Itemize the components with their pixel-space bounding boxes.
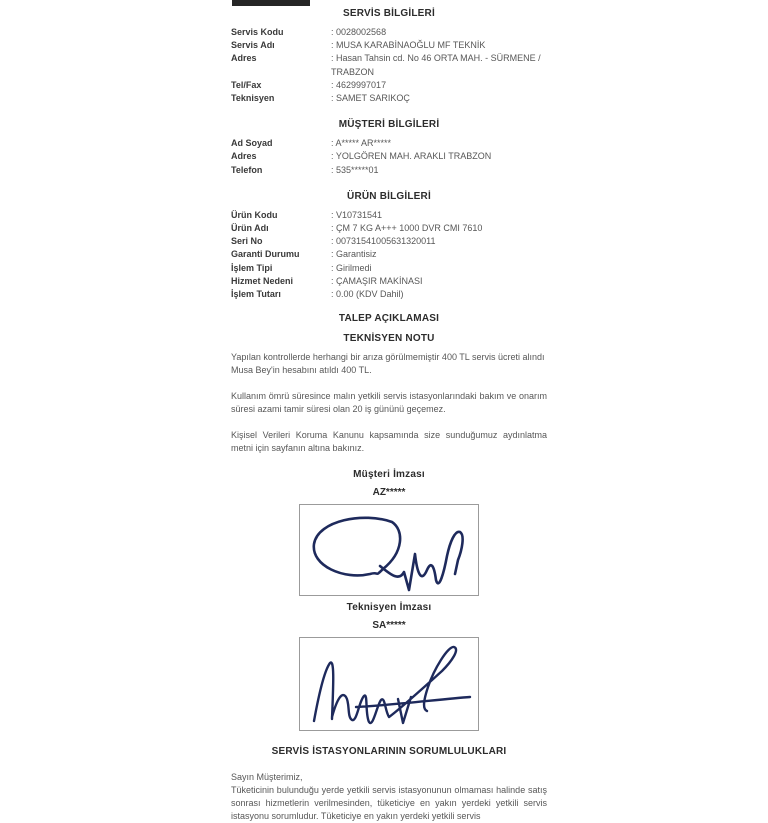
field-value: : V10731541	[331, 209, 382, 222]
terms-paragraph-2: Kişisel Verileri Koruma Kanunu kapsamında size sunduğumuz aydınlatma metni için sayfanın altına bakınız.	[231, 430, 547, 454]
info-row	[231, 52, 547, 78]
info-row	[231, 288, 547, 301]
technician-signature-title: Teknisyen İmzası	[346, 602, 432, 614]
field-label: Ad Soyad	[231, 138, 273, 149]
field-label: Teknisyen	[231, 93, 275, 104]
customer-signature-title: Müşteri İmzası	[353, 469, 425, 481]
field-value: : 0.00 (KDV Dahil)	[331, 288, 404, 301]
info-row	[231, 26, 547, 39]
field-value: : 4629997017	[331, 79, 386, 92]
field-value: : 0028002568	[331, 26, 386, 39]
field-label: Tel/Fax	[231, 79, 262, 90]
info-row	[231, 79, 547, 92]
field-value: : Girilmedi	[331, 262, 372, 275]
section-title-teknisyen-notu: TEKNİSYEN NOTU	[343, 333, 435, 345]
field-label: Ürün Adı	[231, 223, 269, 234]
info-row	[231, 92, 547, 105]
field-label: Hizmet Nedeni	[231, 275, 294, 286]
terms-paragraph-1: Kullanım ömrü süresince malın yetkili servis istasyonlarındaki bakım ve onarım süresi azami tamir süresi olan 20 iş gününü geçemez.	[231, 391, 547, 415]
customer-signature-box	[299, 504, 479, 596]
info-row	[231, 150, 547, 163]
section-title-servis: SERVİS BİLGİLERİ	[343, 8, 435, 19]
customer-signature-ink	[304, 508, 474, 592]
field-label: Servis Adı	[231, 40, 275, 51]
musteri-rows	[231, 137, 547, 177]
field-value: : MUSA KARABİNAOĞLU MF TEKNİK	[331, 39, 485, 52]
info-row	[231, 235, 547, 248]
urun-rows	[231, 209, 547, 301]
section-title-musteri: MÜŞTERİ BİLGİLERİ	[338, 119, 440, 131]
field-value: : SAMET SARIKOÇ	[331, 92, 410, 105]
footer-title: SERVİS İSTASYONLARININ SORUMLULUKLARI	[271, 746, 507, 758]
info-row	[231, 262, 547, 275]
field-label: İşlem Tipi	[231, 262, 273, 273]
field-label: İşlem Tutarı	[231, 289, 281, 300]
info-row	[231, 39, 547, 52]
field-value: : 00731541005631320011	[331, 235, 435, 248]
field-label: Ürün Kodu	[231, 209, 278, 220]
field-value: : ÇM 7 KG A+++ 1000 DVR CMI 7610	[331, 222, 482, 235]
footer-greeting: Sayın Müşterimiz,	[231, 772, 303, 783]
customer-signature-name: AZ*****	[372, 487, 406, 499]
field-value: : YOLGÖREN MAH. ARAKLI TRABZON	[331, 150, 491, 163]
info-row	[231, 137, 547, 150]
footer-paragraph: Tüketicinin bulunduğu yerde yetkili servis istasyonunun olmaması halinde satış sonrası hizmetlerin verilmesinden, tüketiciye en yakın yerdeki yetkili servis istasyonu sorumludur. Tüketiciye en yakın yerdeki yetkili servis	[231, 785, 547, 822]
field-value: : A***** AR*****	[331, 137, 391, 150]
report-content	[231, 6, 547, 823]
field-label: Seri No	[231, 236, 263, 247]
info-row	[231, 248, 547, 261]
field-value: : Hasan Tahsin cd. No 46 ORTA MAH. - SÜRMENE / TRABZON	[331, 52, 547, 78]
info-row	[231, 164, 547, 177]
section-title-talep: TALEP AÇIKLAMASI	[338, 313, 440, 325]
servis-rows	[231, 26, 547, 105]
field-value: : 535*****01	[331, 164, 379, 177]
info-row	[231, 222, 547, 235]
technician-signature-box	[299, 637, 479, 731]
info-row	[231, 209, 547, 222]
technician-signature-ink	[304, 641, 474, 727]
info-row	[231, 275, 547, 288]
field-label: Garanti Durumu	[231, 249, 300, 260]
field-label: Adres	[231, 151, 257, 162]
technician-signature-name: SA*****	[372, 620, 406, 632]
field-value: : ÇAMAŞIR MAKİNASI	[331, 275, 423, 288]
field-label: Adres	[231, 53, 257, 64]
technician-note: Yapılan kontrollerde herhangi bir arıza görülmemiştir 400 TL servis ücreti alındı Musa Bey'in hesabını atıldı 400 TL.	[231, 352, 545, 376]
field-label: Telefon	[231, 164, 263, 175]
field-value: : Garantisiz	[331, 248, 377, 261]
section-title-urun: ÜRÜN BİLGİLERİ	[347, 190, 431, 202]
field-label: Servis Kodu	[231, 27, 284, 37]
